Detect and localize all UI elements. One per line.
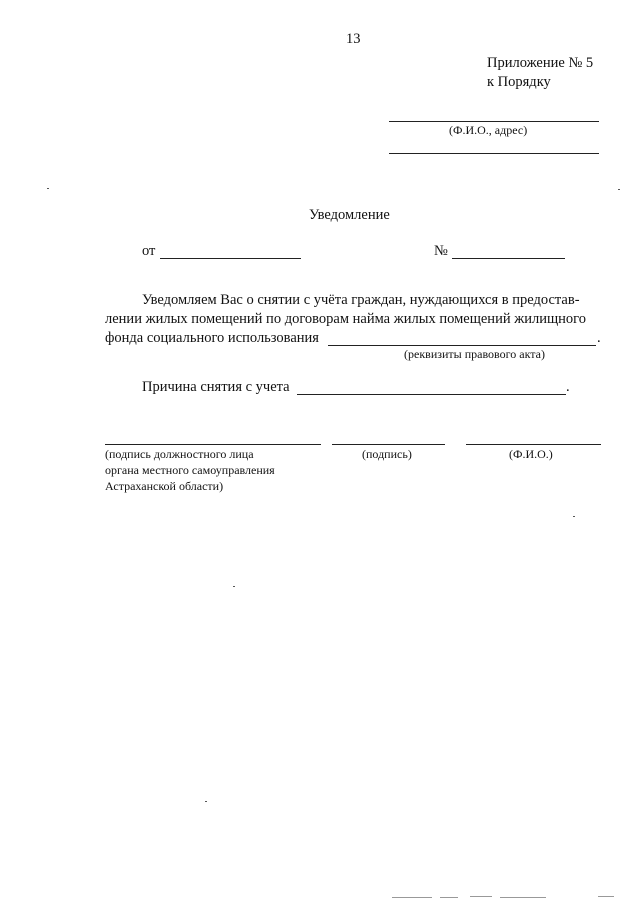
scan-edge-artifact	[470, 896, 492, 897]
recipient-caption: (Ф.И.О., адрес)	[449, 123, 528, 137]
body-line-3-end: .	[597, 330, 601, 346]
date-field-line[interactable]	[160, 258, 301, 259]
fio-caption: (Ф.И.О.)	[509, 447, 553, 461]
page-number: 13	[346, 31, 361, 47]
body-line-3: фонда социального использования	[105, 330, 319, 346]
appendix-line-2: к Порядку	[487, 74, 551, 90]
official-caption-line-1: (подпись должностного лица	[105, 447, 254, 461]
scan-speck	[47, 188, 49, 189]
date-label: от	[142, 243, 156, 259]
scan-speck	[205, 801, 207, 802]
signature-caption: (подпись)	[362, 447, 412, 461]
document-title: Уведомление	[309, 207, 390, 223]
scan-speck	[233, 586, 235, 587]
legal-act-caption: (реквизиты правового акта)	[404, 347, 545, 361]
reason-label: Причина снятия с учета	[142, 379, 290, 395]
scan-edge-artifact	[598, 896, 614, 897]
body-line-2: лении жилых помещений по договорам найма жилых помещений жилищного	[105, 311, 586, 327]
legal-act-field-line[interactable]	[328, 345, 596, 346]
official-caption-line-3: Астраханской области)	[105, 479, 224, 493]
official-caption-line-2: органа местного самоуправления	[105, 463, 275, 477]
scan-edge-artifact	[392, 897, 432, 898]
signature-line[interactable]	[332, 444, 445, 445]
official-signature-line[interactable]	[105, 444, 321, 445]
body-line-1: Уведомляем Вас о снятии с учёта граждан, нуждающихся в предостав-	[142, 292, 580, 308]
number-label: №	[434, 243, 448, 259]
appendix-line-1: Приложение № 5	[487, 55, 594, 71]
scan-speck	[573, 516, 575, 517]
scan-edge-artifact	[440, 897, 458, 898]
reason-end: .	[566, 379, 570, 395]
fio-line[interactable]	[466, 444, 601, 445]
recipient-address-line[interactable]	[389, 153, 599, 154]
number-field-line[interactable]	[452, 258, 565, 259]
reason-field-line[interactable]	[297, 394, 566, 395]
recipient-name-line[interactable]	[389, 121, 599, 122]
scan-speck	[618, 189, 620, 190]
scan-edge-artifact	[500, 897, 546, 898]
